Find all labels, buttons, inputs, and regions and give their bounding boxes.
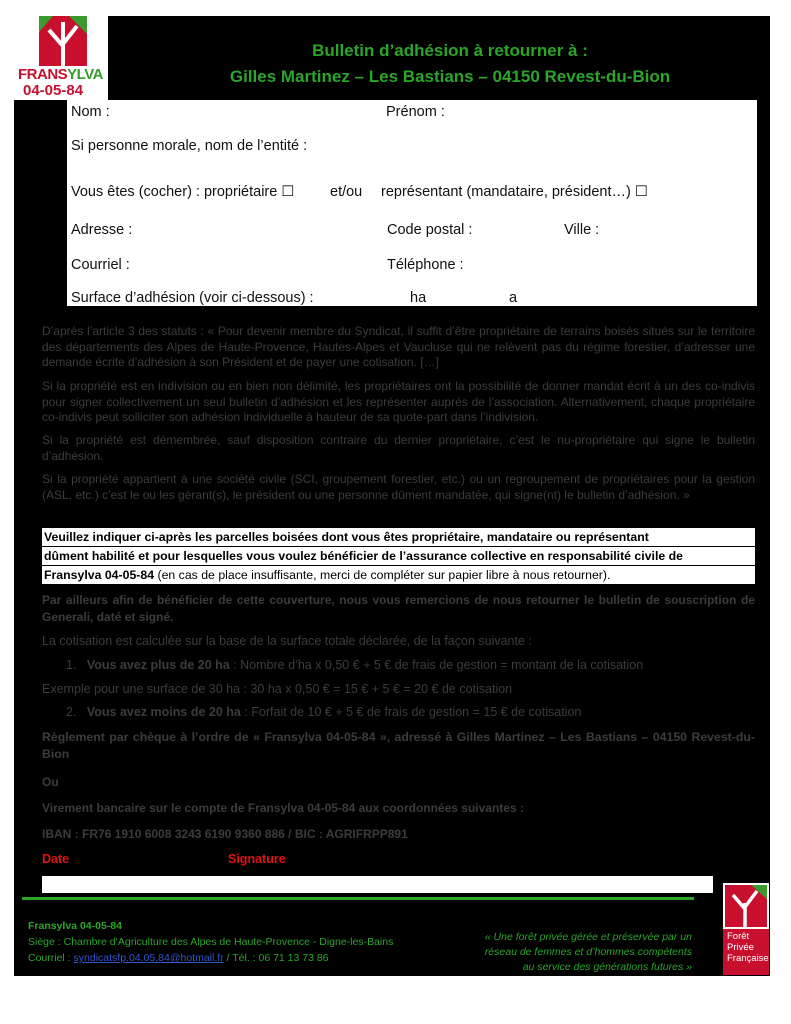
header-line-2: Gilles Martinez – Les Bastians – 04150 Revest-du-Bion [229,67,671,86]
cotisation-intro: La cotisation est calculée sur la base de la surface totale déclarée, de la façon suivante : [42,634,532,648]
notice-line-1: Veuillez indiquer ci-après les parcelles boisées dont vous êtes propriétaire, mandataire ou représentant [42,528,755,546]
ares-unit: a [509,290,518,306]
iban-bic: IBAN : FR76 1910 6008 3243 6190 9360 886 / BIC : AGRIFRPP891 [42,827,408,841]
and-or-label: et/ou [330,184,363,200]
date-label: Date [42,852,70,866]
notice-line-2: dûment habilité et pour lesquelles vous voulez bénéficier de l’assurance collective en responsabilité civile de [42,547,755,565]
footer-contact [28,918,393,966]
statute-paragraph-4: Si la propriété appartient à une société civile (SCI, groupement forestier, etc.) ou un regroupement de propriétaires pour la gestion (ASL, etc.) c’est le ou les gérant(s), le président ou une personne dûment mandatée, qui signe(nt) le bulletin d’adhésion. » [42,472,755,502]
tree-emblem-small-icon [723,883,769,929]
header-line-1: Bulletin d’adhésion à retourner à : [312,41,588,60]
generali-notice: Par ailleurs afin de bénéficier de cette couverture, nous vous remercions de nous retourner le bulletin de souscription de Generali, daté et signé. [42,593,755,624]
postal-code-field[interactable]: Code postal : [387,222,473,238]
cheque-payment: Règlement par chèque à l’ordre de « Fransylva 04-05-84 », adressé à Gilles Martinez – Les Bastians – 04150 Revest-du-Bion [42,730,755,761]
foret-privee-francaise-logo [723,883,769,975]
cotisation-item-1: 1. Vous avez plus de 20 ha : Nombre d’ha x 0,50 € + 5 € de frais de gestion = montant de la cotisation [66,658,644,672]
logo-number: 04-05-84 [23,82,84,99]
address-field[interactable]: Adresse : [71,222,133,238]
membership-form [67,100,757,306]
signature-label: Signature [228,852,286,866]
signature-area[interactable] [42,876,713,893]
cotisation-example: Exemple pour une surface de 30 ha : 30 ha x 0,50 € = 15 € + 5 € = 20 € de cotisation [42,682,513,696]
phone-field[interactable]: Téléphone : [387,257,464,273]
tree-emblem-icon [39,16,87,66]
email-field[interactable]: Courriel : [71,257,130,273]
footer-org-name: Fransylva 04-05-84 [28,920,122,932]
footer-contact-line: Courriel : syndicatsfp.04.05.84@hotmail.fr / Tél. : 06 71 13 73 86 [28,952,329,964]
hectares-unit: ha [410,290,427,306]
footer-siege: Siège : Chambre d’Agriculture des Alpes de Haute-Provence - Digne-les-Bains [28,936,394,948]
logo-brand-text: FRANSYLVA [18,66,103,83]
representative-checkbox-label[interactable]: représentant (mandataire, président…) ☐ [381,184,648,200]
statute-paragraph-3: Si la propriété est démembrée, sauf disposition contraire du dernier propriétaire, c’est le nu-propriétaire qui signe le bulletin d’adhésion. [42,433,755,463]
header-title [130,38,770,90]
entity-name-field[interactable]: Si personne morale, nom de l’entité : [71,138,308,154]
statute-paragraph-2: Si la propriété est en indivision ou en bien non délimité, les propriétaires ont la possibilité de donner mandat écrit à un des co-indivis pour signer collectivement un seul bulletin d’adhésion et les représenter auprès de l’association. Alternativement, chaque propriétaire co-indivis peut solliciter son adhésion individuelle à hauteur de sa quote-part dans l’indivision. [42,379,755,424]
notice-line-3: Fransylva 04-05-84 (en cas de place insuffisante, merci de compléter sur papier libre à nous retourner). [42,566,755,584]
footer-quote: « Une forêt privée gérée et préservée par un réseau de femmes et d’hommes compétents au service des générations futures » [484,931,692,973]
owner-checkbox-label[interactable]: Vous êtes (cocher) : propriétaire ☐ [71,184,295,200]
statute-paragraph-1: D’après l’article 3 des statuts : « Pour devenir membre du Syndicat, il suffit d’être propriétaire de terrains boisés situés sur le territoire des départements des Alpes de Haute-Provence, Hautes-Alpes et Vaucluse qui ne relèvent pas du régime forestier, d’adresser une demande écrite d’adhésion à son Président et de payer une cotisation. […] [42,324,755,369]
prenom-field[interactable]: Prénom : [386,104,445,120]
or-label: Ou [42,775,59,789]
bank-transfer: Virement bancaire sur le compte de Fransylva 04-05-84 aux coordonnées suivantes : [42,801,524,815]
logo-bottom-text: Forêt Privée Française [727,931,769,964]
footer-divider [22,897,694,900]
cotisation-item-2: 2. Vous avez moins de 20 ha : Forfait de 10 € + 5 € de frais de gestion = 15 € de cotisation [66,705,582,719]
footer-email-link[interactable]: syndicatsfp.04.05.84@hotmail.fr [73,952,224,964]
nom-field[interactable]: Nom : [71,104,110,120]
city-field[interactable]: Ville : [564,222,600,238]
fransylva-logo [14,14,108,100]
surface-field[interactable]: Surface d’adhésion (voir ci-dessous) : [71,290,314,306]
